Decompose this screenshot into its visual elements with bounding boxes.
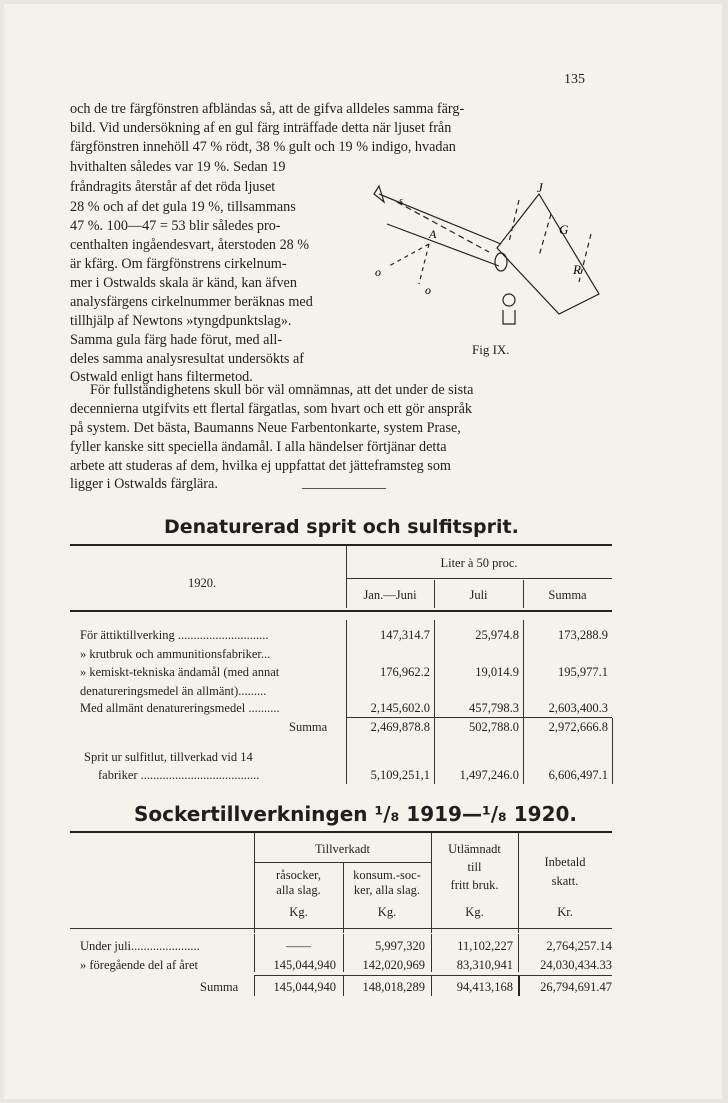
- table1-title: Denaturerad sprit och sulfitsprit.: [164, 516, 519, 538]
- rule: [612, 718, 613, 784]
- table2-cell: 24,030,434.33: [540, 958, 612, 972]
- figure-label-s: s: [399, 196, 403, 207]
- text-line: För fullständighetens skull bör väl omnämnas, att det under de sista: [90, 382, 474, 398]
- table2-sum-cell: 145,044,940: [273, 980, 336, 994]
- table2-row-label: » föregående del af året: [80, 958, 198, 972]
- text-line: på system. Det bästa, Baumanns Neue Farbentonkarte, system Prase,: [70, 420, 461, 436]
- table1-row-label: » kemiskt-tekniska ändamål (med annat: [80, 665, 280, 679]
- table1-row-label: För ättiktillverking .............................: [80, 628, 269, 642]
- text-line: Samma gula färg hade förut, med all-: [70, 332, 283, 348]
- table2-cell: 11,102,227: [457, 939, 513, 953]
- text-line: Ostwald enligt hans filtermetod.: [70, 369, 253, 385]
- figure-label-a: A: [429, 227, 437, 241]
- table1-cell: 147,314.7: [380, 628, 430, 642]
- table2-group-header: Tillverkadt: [314, 842, 371, 856]
- table1-row-label: Med allmänt denatureringsmedel ..........: [80, 701, 280, 715]
- table2-cell: 83,310,941: [456, 958, 513, 972]
- text-line: hvithalten således var 19 %. Sedan 19: [70, 159, 286, 175]
- figure-ix-diagram: [369, 174, 619, 354]
- page-number: 135: [564, 72, 585, 87]
- table1-sum-cell: 2,469,878.8: [370, 720, 430, 734]
- table2-unit: Kg.: [289, 905, 308, 919]
- figure-label-j: J: [537, 180, 543, 195]
- figure-label-o2: o: [425, 283, 431, 297]
- table2-sum-cell: 94,413,168: [456, 980, 513, 994]
- rule: [70, 610, 612, 612]
- table1-sulfit-cell: 6,606,497.1: [548, 768, 608, 782]
- table1-cell: 25,974.8: [475, 628, 519, 642]
- table2-col-utlamnadt: fritt bruk.: [450, 878, 499, 892]
- text-line: centhalten ingåendesvart, återstoden 28 %: [70, 237, 310, 253]
- text-line: arbete att studeras af dem, hvilka ej uppfattat det jätteframsteg som: [70, 458, 451, 474]
- table1-sulfit-label: fabriker ......................................: [98, 768, 260, 782]
- table2-col-rasocker: råsocker,: [276, 868, 321, 882]
- text-line: decennierna utgifvits ett flertal färgatlas, som hvart och ett gör anspråk: [70, 401, 472, 417]
- text-line: ligger i Ostwalds färglära.: [70, 476, 218, 492]
- text-line: är kfärg. Om färgfönstrens cirkelnum-: [70, 256, 287, 272]
- table1-row-label: denatureringsmedel än allmänt).........: [80, 684, 267, 698]
- table2-col-rasocker: alla slag.: [276, 883, 321, 897]
- rule: [346, 578, 612, 579]
- table2-unit: Kg.: [377, 905, 397, 919]
- table1-sulfit-cell: 5,109,251,1: [370, 768, 430, 782]
- table2-sum-cell: 26,794,691.47: [540, 980, 612, 994]
- table2-title: Sockertillverkningen ¹/₈ 1919—¹/₈ 1920.: [134, 802, 577, 826]
- figure-label-o1: o: [375, 265, 381, 279]
- rule: [70, 831, 612, 833]
- table2-col-utlamnadt: till: [467, 860, 482, 874]
- rule: [254, 975, 612, 976]
- table2-cell: 142,020,969: [362, 958, 425, 972]
- figure-label-g: G: [559, 222, 569, 237]
- section-divider: [302, 488, 386, 489]
- rule: [346, 717, 612, 718]
- page: [4, 4, 722, 1099]
- rule: [70, 544, 612, 546]
- table1-col-juli: Juli: [469, 588, 488, 602]
- table2-sum-label: Summa: [200, 980, 239, 994]
- table2-cell: 145,044,940: [273, 958, 336, 972]
- table1-sulfit-label: Sprit ur sulfitlut, tillverkad vid 14: [84, 750, 253, 764]
- figure-caption: Fig IX.: [472, 342, 510, 357]
- table1-sulfit-cell: 1,497,246.0: [459, 768, 519, 782]
- table1-sum-cell: 502,788.0: [469, 720, 519, 734]
- table1-cell: 2,145,602.0: [370, 701, 430, 715]
- table1-col-jan-juni: Jan.—Juni: [363, 588, 417, 602]
- text-line: 47 %. 100—47 = 53 blir således pro-: [70, 218, 281, 234]
- text-line: mer i Ostwalds skala är känd, kan äfven: [70, 275, 297, 291]
- rule: [70, 928, 612, 929]
- text-line: fyller kanske sitt speciella ändamål. I alla händelser förtjänar detta: [70, 439, 447, 455]
- table1-col-summa: Summa: [548, 588, 587, 602]
- table2-cell: ——: [286, 939, 311, 953]
- table1-cell: 195,977.1: [558, 665, 608, 679]
- table2-unit: Kg.: [465, 905, 484, 919]
- table2-col-inbetald: Inbetald: [544, 855, 586, 869]
- figure-label-r: R: [573, 262, 581, 277]
- table1-row-label: » krutbruk och ammunitionsfabriker...: [80, 647, 271, 661]
- table1-unit-header: Liter à 50 proc.: [440, 556, 518, 570]
- text-line: 28 % och af det gula 19 %, tillsammans: [70, 199, 296, 215]
- table2-cell: 5,997,320: [375, 939, 425, 953]
- table1-year: 1920.: [188, 576, 217, 590]
- text-line: tillhjälp af Newtons »tyngdpunktslag».: [70, 313, 292, 329]
- table1-sum-label: Summa: [289, 720, 328, 734]
- table2-cell: 2,764,257.14: [546, 939, 612, 953]
- table1-cell: 19,014.9: [475, 665, 519, 679]
- table1-cell: 176,962.2: [380, 665, 430, 679]
- table2-col-konsum: ker, alla slag.: [353, 883, 421, 897]
- table2-col-konsum: konsum.-soc-: [353, 868, 421, 882]
- table1-cell: 2,603,400.3: [548, 701, 608, 715]
- text-line: färgfönstren innehöll 47 % rödt, 38 % gult och 19 % indigo, hvadan: [70, 139, 456, 155]
- table1-cell: 457,798.3: [469, 701, 519, 715]
- table1-cell: 173,288.9: [558, 628, 608, 642]
- table2-col-utlamnadt: Utlämnadt: [448, 842, 501, 856]
- table2-row-label: Under juli......................: [80, 939, 200, 953]
- table2-col-inbetald: skatt.: [551, 874, 579, 888]
- text-line: deles samma analysresultat undersökts af: [70, 351, 305, 367]
- table2-sum-cell: 148,018,289: [362, 980, 425, 994]
- text-line: fråndragits återstår af det röda ljuset: [70, 179, 276, 195]
- table1-sum-cell: 2,972,666.8: [548, 720, 608, 734]
- table2-unit: Kr.: [557, 905, 573, 919]
- text-line: bild. Vid undersökning af en gul färg inträffade detta när ljuset från: [70, 120, 452, 136]
- text-line: analysfärgens cirkelnummer beräknas med: [70, 294, 313, 310]
- text-line: och de tre färgfönstren afbländas så, att de gifva alldeles samma färg-: [70, 101, 465, 117]
